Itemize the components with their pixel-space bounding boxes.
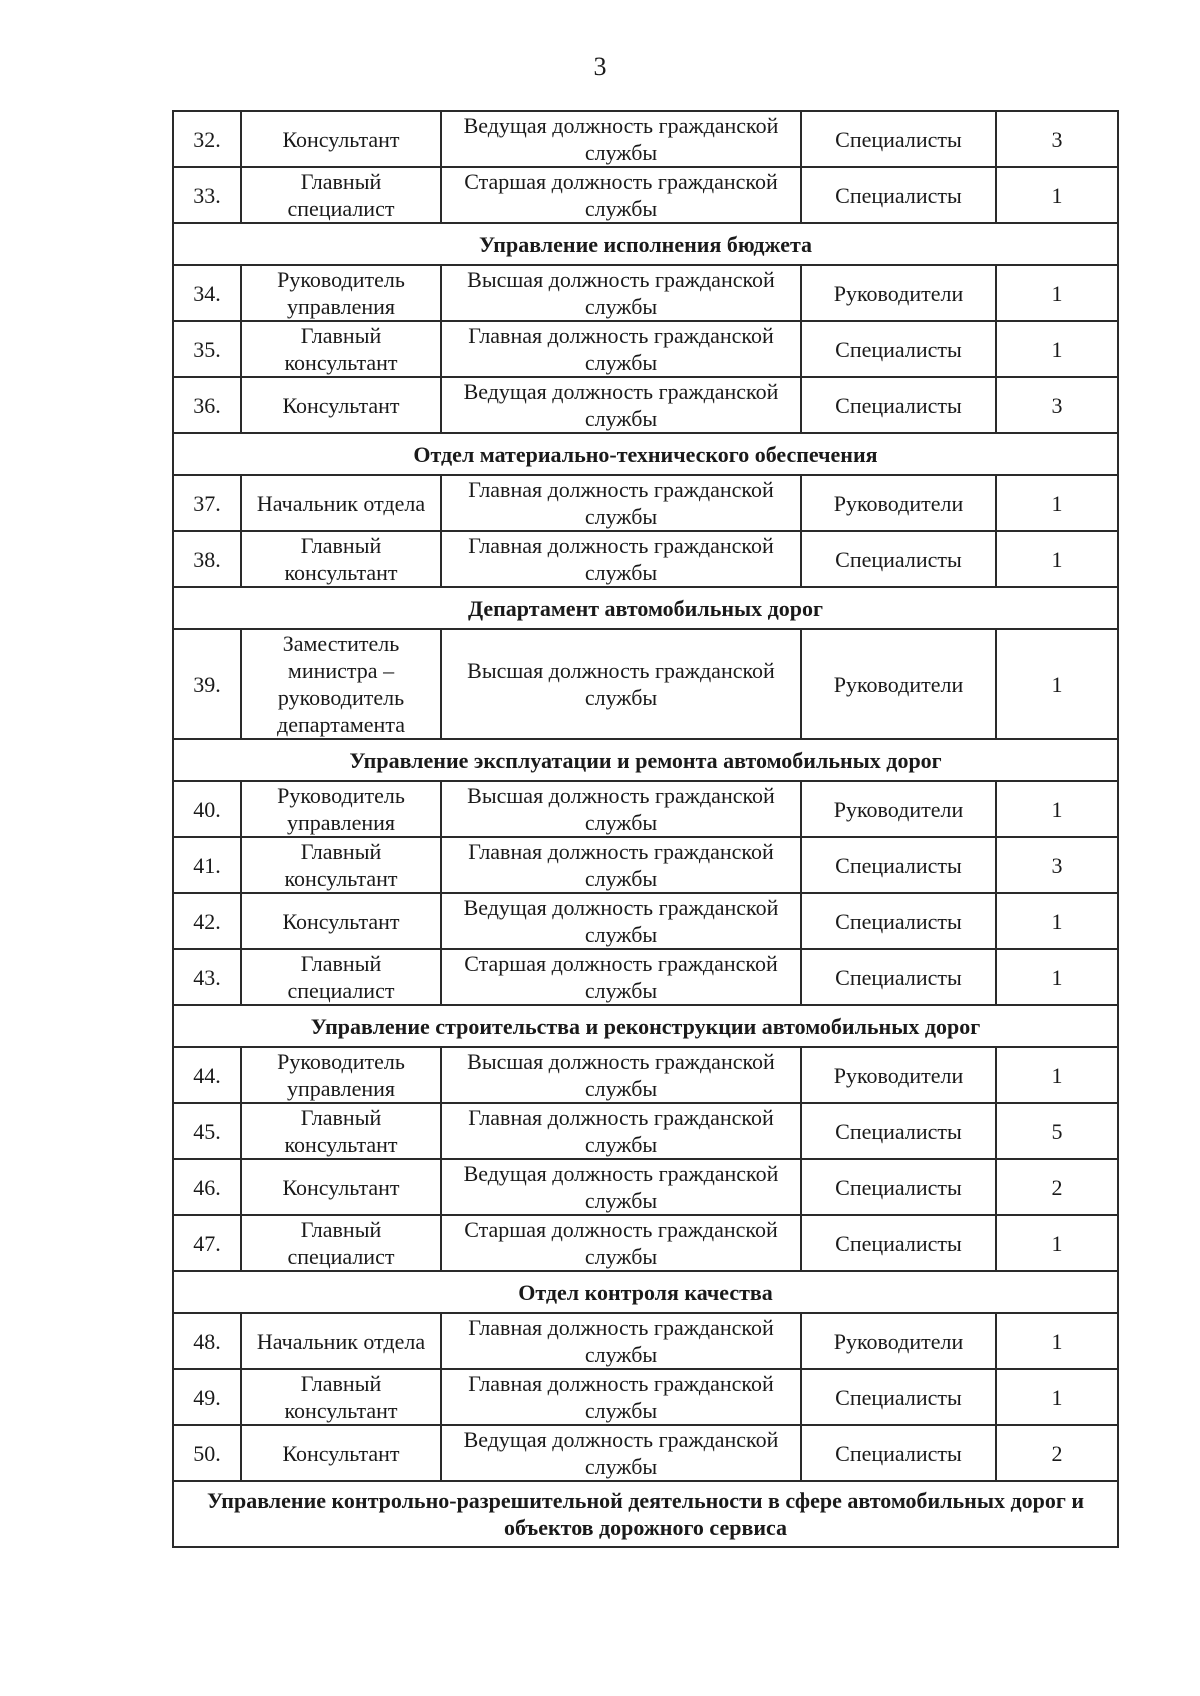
position-group: Руководители <box>801 1047 996 1103</box>
staffing-table <box>172 110 1119 1548</box>
row-number: 40. <box>173 781 241 837</box>
position-group: Руководители <box>801 1313 996 1369</box>
staff-count: 1 <box>996 167 1118 223</box>
position-group: Специалисты <box>801 949 996 1005</box>
row-number: 39. <box>173 629 241 739</box>
position-title: Руководитель управления <box>241 1047 441 1103</box>
staff-count: 1 <box>996 629 1118 739</box>
table-row <box>173 377 1118 433</box>
position-title: Главный консультант <box>241 321 441 377</box>
position-title: Заместитель министра – руководитель департамента <box>241 629 441 739</box>
row-number: 37. <box>173 475 241 531</box>
row-number: 34. <box>173 265 241 321</box>
position-group: Специалисты <box>801 893 996 949</box>
service-category: Главная должность гражданской службы <box>441 837 801 893</box>
section-header-row <box>173 587 1118 629</box>
section-header-row <box>173 433 1118 475</box>
table-row <box>173 265 1118 321</box>
table-row <box>173 321 1118 377</box>
position-title: Начальник отдела <box>241 1313 441 1369</box>
row-number: 41. <box>173 837 241 893</box>
position-title: Главный специалист <box>241 1215 441 1271</box>
service-category: Высшая должность гражданской службы <box>441 629 801 739</box>
staff-count: 2 <box>996 1425 1118 1481</box>
row-number: 48. <box>173 1313 241 1369</box>
row-number: 35. <box>173 321 241 377</box>
staff-count: 2 <box>996 1159 1118 1215</box>
row-number: 32. <box>173 111 241 167</box>
section-title: Управление строительства и реконструкции автомобильных дорог <box>173 1005 1118 1047</box>
staff-count: 1 <box>996 893 1118 949</box>
section-title: Отдел контроля качества <box>173 1271 1118 1313</box>
table-row <box>173 781 1118 837</box>
section-title: Управление исполнения бюджета <box>173 223 1118 265</box>
row-number: 38. <box>173 531 241 587</box>
position-title: Главный консультант <box>241 1103 441 1159</box>
service-category: Ведущая должность гражданской службы <box>441 1425 801 1481</box>
row-number: 42. <box>173 893 241 949</box>
position-title: Главный консультант <box>241 837 441 893</box>
position-title: Консультант <box>241 1425 441 1481</box>
staff-count: 1 <box>996 531 1118 587</box>
staff-count: 1 <box>996 321 1118 377</box>
section-header-row <box>173 1005 1118 1047</box>
section-title: Отдел материально-технического обеспечения <box>173 433 1118 475</box>
staff-count: 1 <box>996 1047 1118 1103</box>
service-category: Главная должность гражданской службы <box>441 475 801 531</box>
row-number: 46. <box>173 1159 241 1215</box>
service-category: Старшая должность гражданской службы <box>441 949 801 1005</box>
position-title: Консультант <box>241 1159 441 1215</box>
staff-count: 1 <box>996 265 1118 321</box>
section-header-row <box>173 1271 1118 1313</box>
position-group: Специалисты <box>801 531 996 587</box>
position-title: Главный консультант <box>241 1369 441 1425</box>
position-title: Главный консультант <box>241 531 441 587</box>
table-row <box>173 1159 1118 1215</box>
service-category: Главная должность гражданской службы <box>441 1313 801 1369</box>
position-title: Главный специалист <box>241 949 441 1005</box>
service-category: Главная должность гражданской службы <box>441 1369 801 1425</box>
staff-count: 1 <box>996 1215 1118 1271</box>
position-title: Консультант <box>241 111 441 167</box>
service-category: Старшая должность гражданской службы <box>441 167 801 223</box>
table-row <box>173 1103 1118 1159</box>
position-group: Специалисты <box>801 1159 996 1215</box>
table-row <box>173 893 1118 949</box>
service-category: Высшая должность гражданской службы <box>441 781 801 837</box>
position-title: Руководитель управления <box>241 781 441 837</box>
staff-count: 3 <box>996 377 1118 433</box>
position-title: Начальник отдела <box>241 475 441 531</box>
page-number: 3 <box>593 52 607 81</box>
table-row <box>173 837 1118 893</box>
table-row <box>173 629 1118 739</box>
staff-count: 5 <box>996 1103 1118 1159</box>
section-header-row <box>173 739 1118 781</box>
table-row <box>173 1215 1118 1271</box>
service-category: Высшая должность гражданской службы <box>441 265 801 321</box>
table-row <box>173 1425 1118 1481</box>
position-group: Специалисты <box>801 837 996 893</box>
position-group: Специалисты <box>801 111 996 167</box>
staff-count: 1 <box>996 781 1118 837</box>
position-group: Специалисты <box>801 167 996 223</box>
position-group: Руководители <box>801 629 996 739</box>
table-row <box>173 1369 1118 1425</box>
row-number: 43. <box>173 949 241 1005</box>
position-group: Специалисты <box>801 1215 996 1271</box>
table-row <box>173 475 1118 531</box>
table-row <box>173 531 1118 587</box>
position-title: Главный специалист <box>241 167 441 223</box>
staff-count: 1 <box>996 949 1118 1005</box>
service-category: Ведущая должность гражданской службы <box>441 1159 801 1215</box>
position-group: Руководители <box>801 781 996 837</box>
service-category: Ведущая должность гражданской службы <box>441 893 801 949</box>
row-number: 47. <box>173 1215 241 1271</box>
position-group: Специалисты <box>801 321 996 377</box>
position-group: Специалисты <box>801 1103 996 1159</box>
table-row <box>173 1047 1118 1103</box>
section-title: Департамент автомобильных дорог <box>173 587 1118 629</box>
table-row <box>173 949 1118 1005</box>
staff-count: 1 <box>996 1313 1118 1369</box>
row-number: 49. <box>173 1369 241 1425</box>
position-title: Консультант <box>241 893 441 949</box>
table-row <box>173 111 1118 167</box>
position-group: Специалисты <box>801 1369 996 1425</box>
service-category: Главная должность гражданской службы <box>441 1103 801 1159</box>
section-title: Управление контрольно-разрешительной деятельности в сфере автомобильных дорог и объектов дорожного сервиса <box>173 1481 1118 1547</box>
position-group: Руководители <box>801 475 996 531</box>
service-category: Главная должность гражданской службы <box>441 531 801 587</box>
staff-count: 3 <box>996 111 1118 167</box>
position-title: Консультант <box>241 377 441 433</box>
service-category: Ведущая должность гражданской службы <box>441 377 801 433</box>
service-category: Высшая должность гражданской службы <box>441 1047 801 1103</box>
position-group: Специалисты <box>801 377 996 433</box>
staff-count: 1 <box>996 1369 1118 1425</box>
section-title: Управление эксплуатации и ремонта автомобильных дорог <box>173 739 1118 781</box>
row-number: 33. <box>173 167 241 223</box>
position-title: Руководитель управления <box>241 265 441 321</box>
section-header-row <box>173 223 1118 265</box>
table-row <box>173 167 1118 223</box>
staff-count: 3 <box>996 837 1118 893</box>
row-number: 44. <box>173 1047 241 1103</box>
row-number: 36. <box>173 377 241 433</box>
service-category: Старшая должность гражданской службы <box>441 1215 801 1271</box>
position-group: Специалисты <box>801 1425 996 1481</box>
service-category: Ведущая должность гражданской службы <box>441 111 801 167</box>
row-number: 50. <box>173 1425 241 1481</box>
row-number: 45. <box>173 1103 241 1159</box>
service-category: Главная должность гражданской службы <box>441 321 801 377</box>
table-row <box>173 1313 1118 1369</box>
position-group: Руководители <box>801 265 996 321</box>
section-header-row <box>173 1481 1118 1547</box>
staff-count: 1 <box>996 475 1118 531</box>
